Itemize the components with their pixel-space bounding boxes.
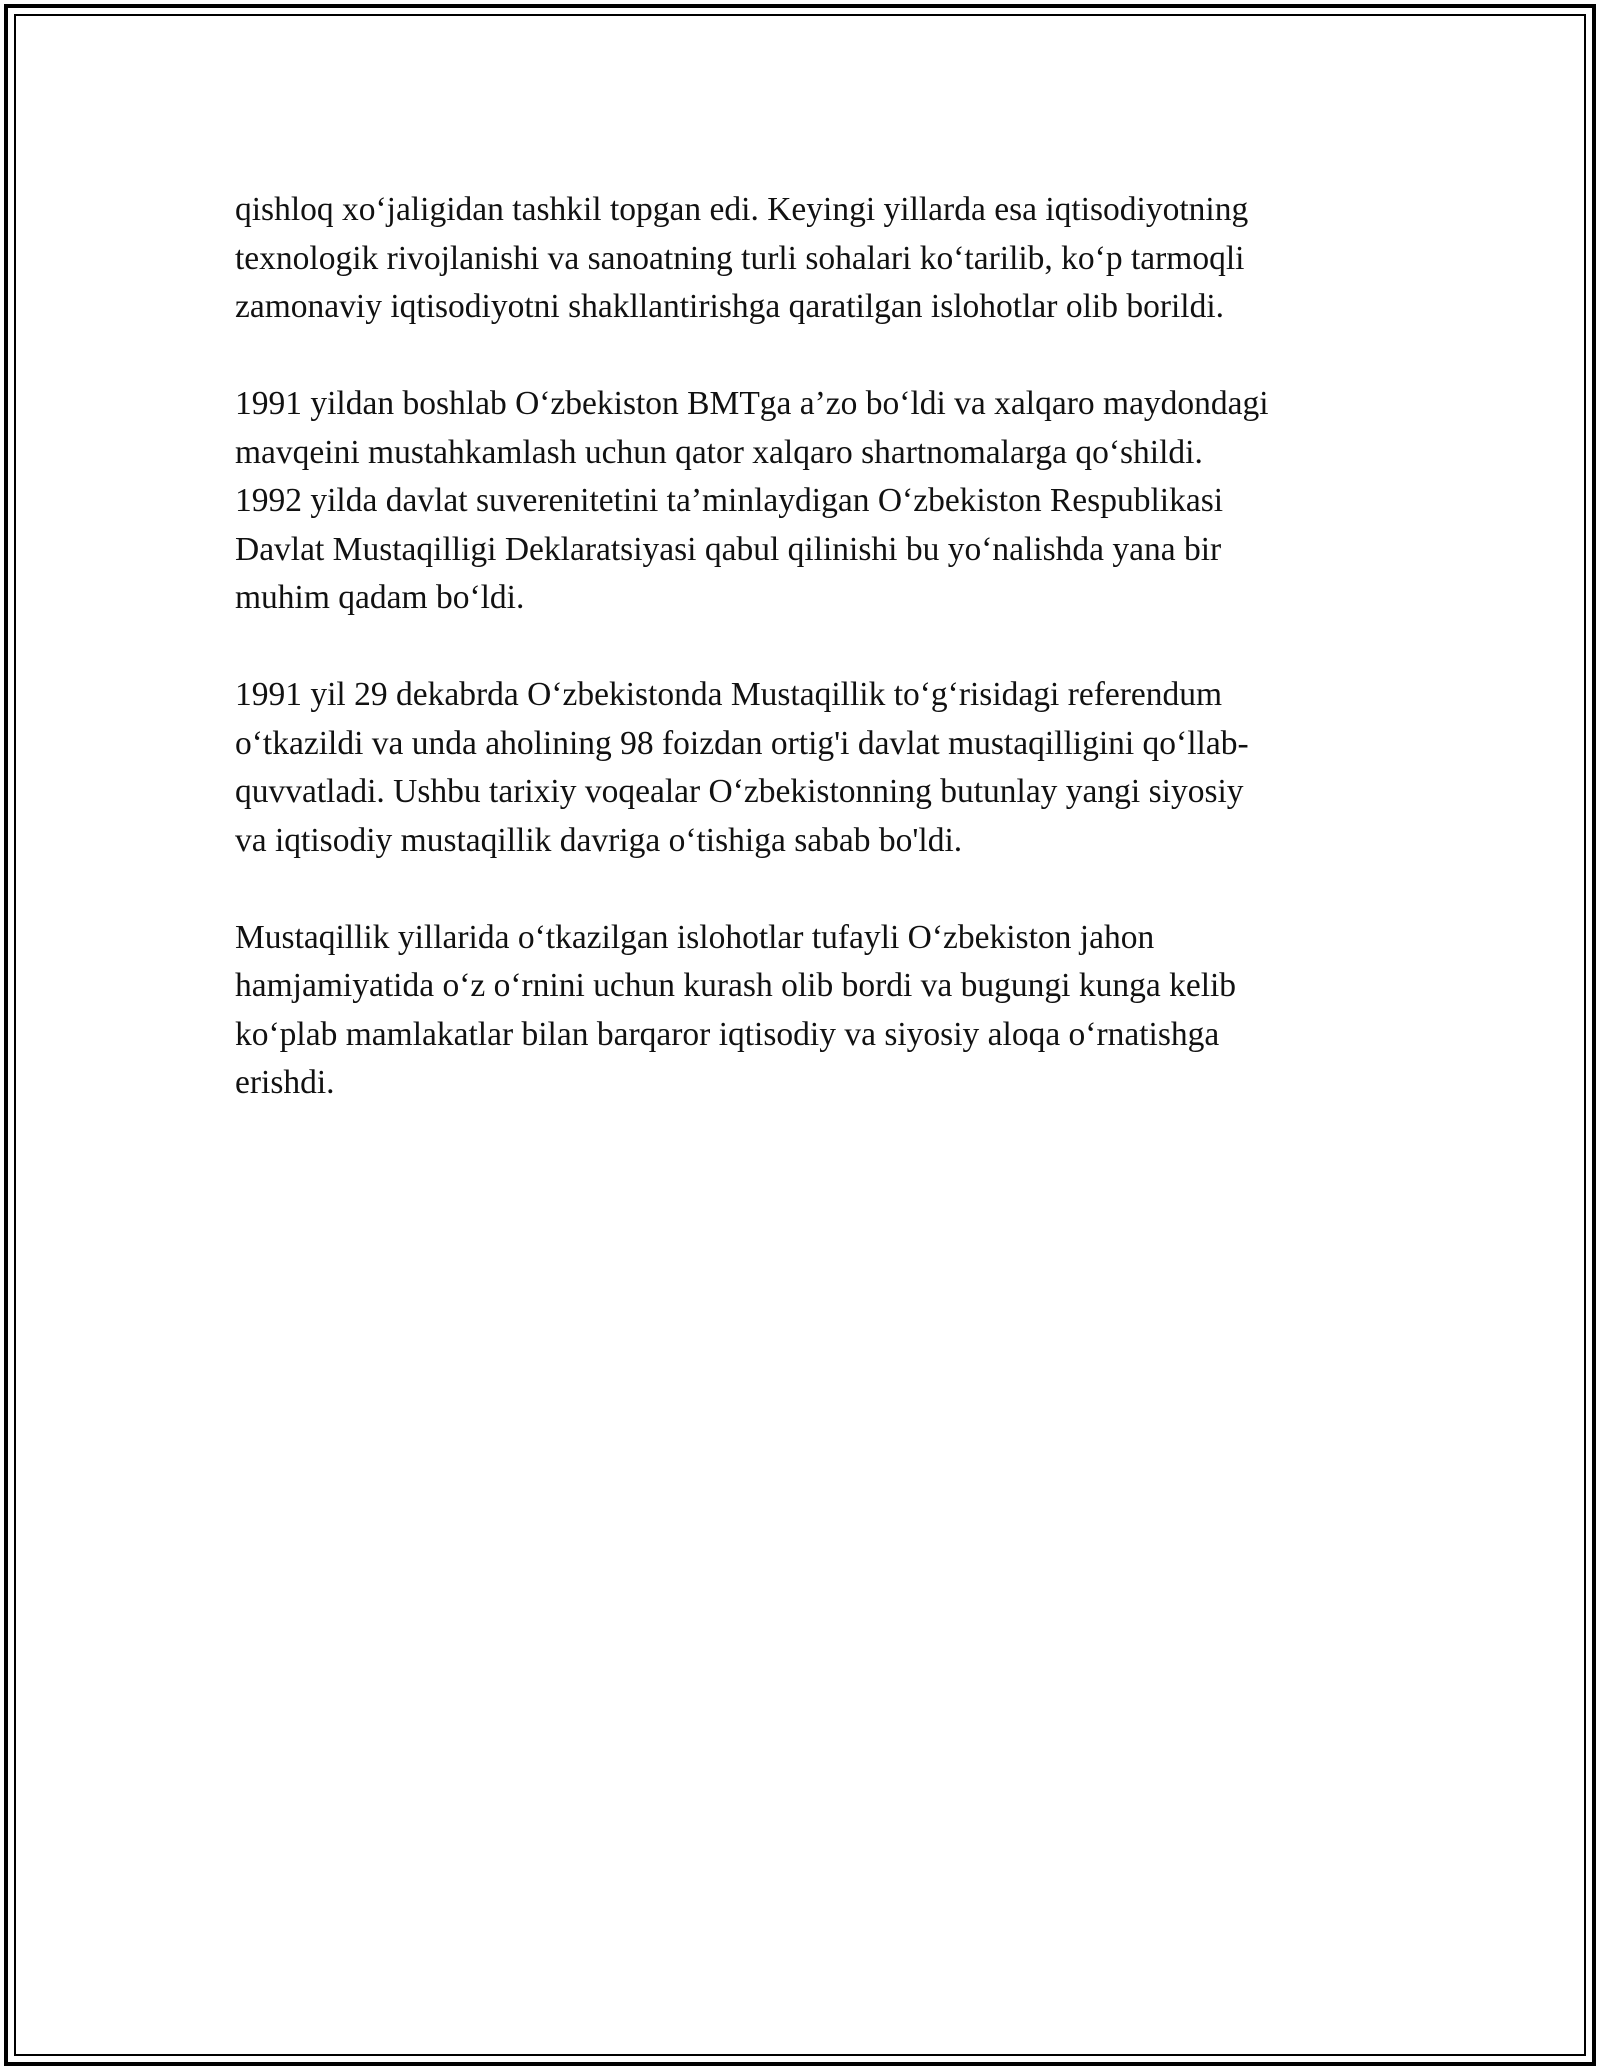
text-line: Mustaqillik yillarida o‘tkazilgan islohotlar tufayli O‘zbekiston jahon [235, 918, 1155, 956]
text-line: 1991 yildan boshlab O‘zbekiston BMTga a’zo bo‘ldi va xalqaro maydondagi [235, 385, 1269, 422]
text-line: erishdi. [235, 1064, 335, 1101]
text-line: ko‘plab mamlakatlar bilan barqaror iqtisodiy va siyosiy aloqa o‘rnatishga [235, 1015, 1220, 1053]
text-line: muhim qadam bo‘ldi. [235, 579, 525, 616]
text-line: quvvatladi. Ushbu tarixiy voqealar O‘zbekistonning butunlay yangi siyosiy [235, 773, 1244, 810]
text-line: 1991 yil 29 dekabrda O‘zbekistonda Mustaqillik to‘g‘risidagi referendum [235, 676, 1223, 713]
paragraph-2 [235, 380, 1395, 623]
text-line: 1992 yilda davlat suverenitetini ta’minlaydigan O‘zbekiston Respublikasi [235, 482, 1224, 519]
paragraph-3 [235, 671, 1395, 865]
text-line: texnologik rivojlanishi va sanoatning turli sohalari ko‘tarilib, ko‘p tarmoqli [235, 239, 1245, 277]
text-line: zamonaviy iqtisodiyotni shakllantirishga qaratilgan islohotlar olib borildi. [235, 288, 1225, 325]
document-body [235, 186, 1395, 1156]
text-line: hamjamiyatida o‘z o‘rnini uchun kurash olib bordi va bugungi kunga kelib [235, 967, 1237, 1004]
paragraph-4 [235, 914, 1395, 1108]
paragraph-1 [235, 186, 1395, 332]
text-line: va iqtisodiy mustaqillik davriga o‘tishiga sabab bo'ldi. [235, 821, 963, 859]
text-line: qishloq xo‘jaligidan tashkil topgan edi. Keyingi yillarda esa iqtisodiyotning [235, 191, 1249, 228]
text-line: o‘tkazildi va unda aholining 98 foizdan ortig'i davlat mustaqilligini qo‘llab- [235, 724, 1249, 762]
text-line: mavqeini mustahkamlash uchun qator xalqaro shartnomalarga qo‘shildi. [235, 433, 1203, 471]
text-line: Davlat Mustaqilligi Deklaratsiyasi qabul qilinishi bu yo‘nalishda yana bir [235, 530, 1222, 568]
